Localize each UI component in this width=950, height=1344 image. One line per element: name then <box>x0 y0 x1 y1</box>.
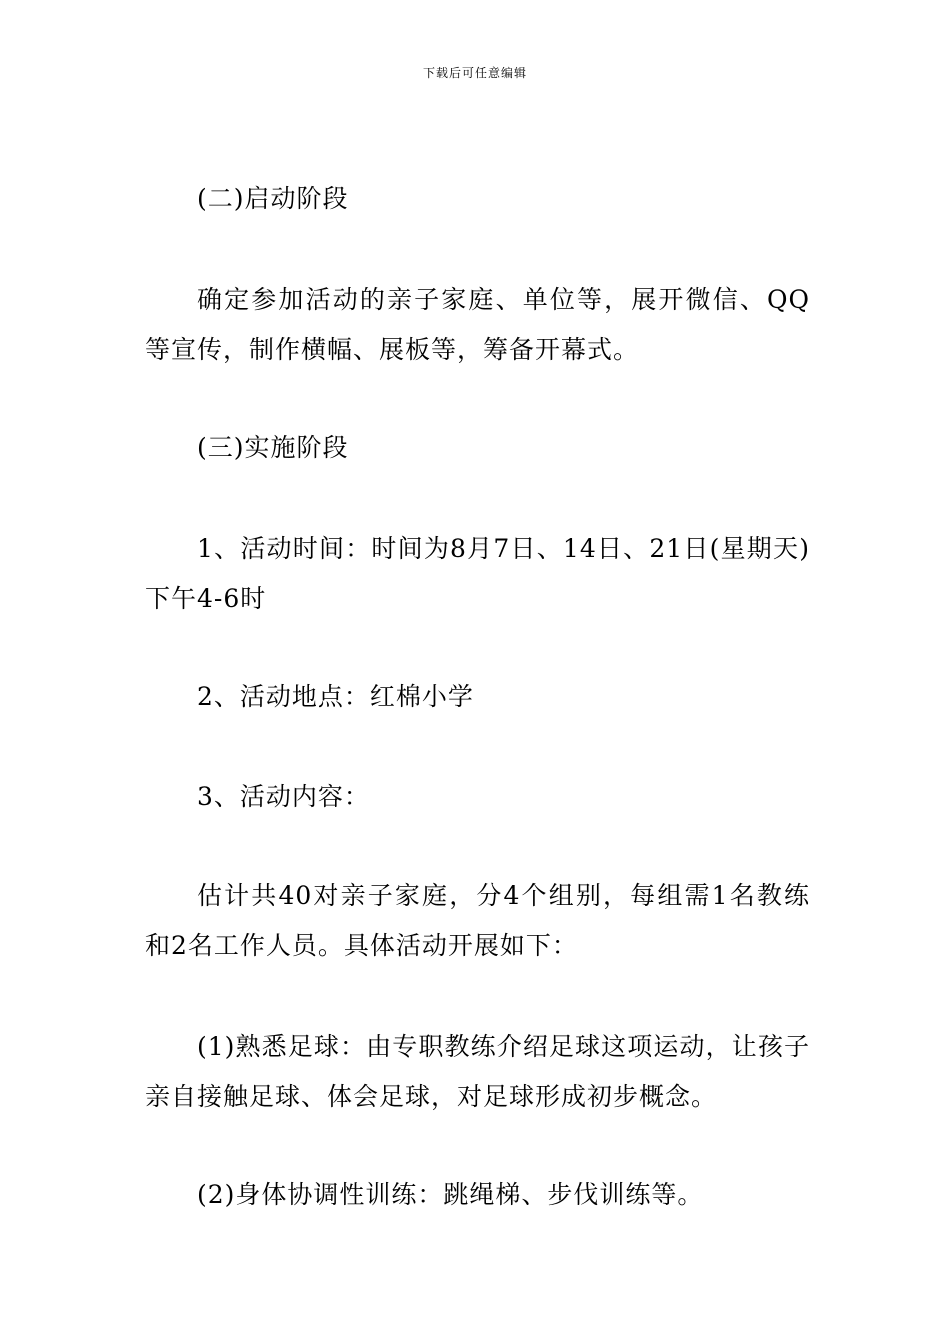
paragraph-item-familiarize: (1)熟悉足球：由专职教练介绍足球这项运动，让孩子亲自接触足球、体会足球，对足球形成初步概念。 <box>145 1032 810 1111</box>
paragraph-activity-estimate: 估计共40对亲子家庭，分4个组别，每组需1名教练和2名工作人员。具体活动开展如下： <box>145 881 810 960</box>
paragraph-launch-body: 确定参加活动的亲子家庭、单位等，展开微信、QQ等宣传，制作横幅、展板等，筹备开幕式。 <box>145 285 810 364</box>
paragraph-activity-location: 2、活动地点：红棉小学 <box>197 682 474 711</box>
section-heading-implementation: (三)实施阶段 <box>197 433 349 462</box>
paragraph-activity-content: 3、活动内容： <box>197 782 370 811</box>
section-heading-launch: (二)启动阶段 <box>197 184 349 213</box>
page-header: 下载后可任意编辑 <box>422 66 527 80</box>
paragraph-activity-time: 1、活动时间：时间为8月7日、14日、21日(星期天)下午4-6时 <box>145 534 810 613</box>
paragraph-item-coordination: (2)身体协调性训练：跳绳梯、步伐训练等。 <box>197 1180 704 1209</box>
